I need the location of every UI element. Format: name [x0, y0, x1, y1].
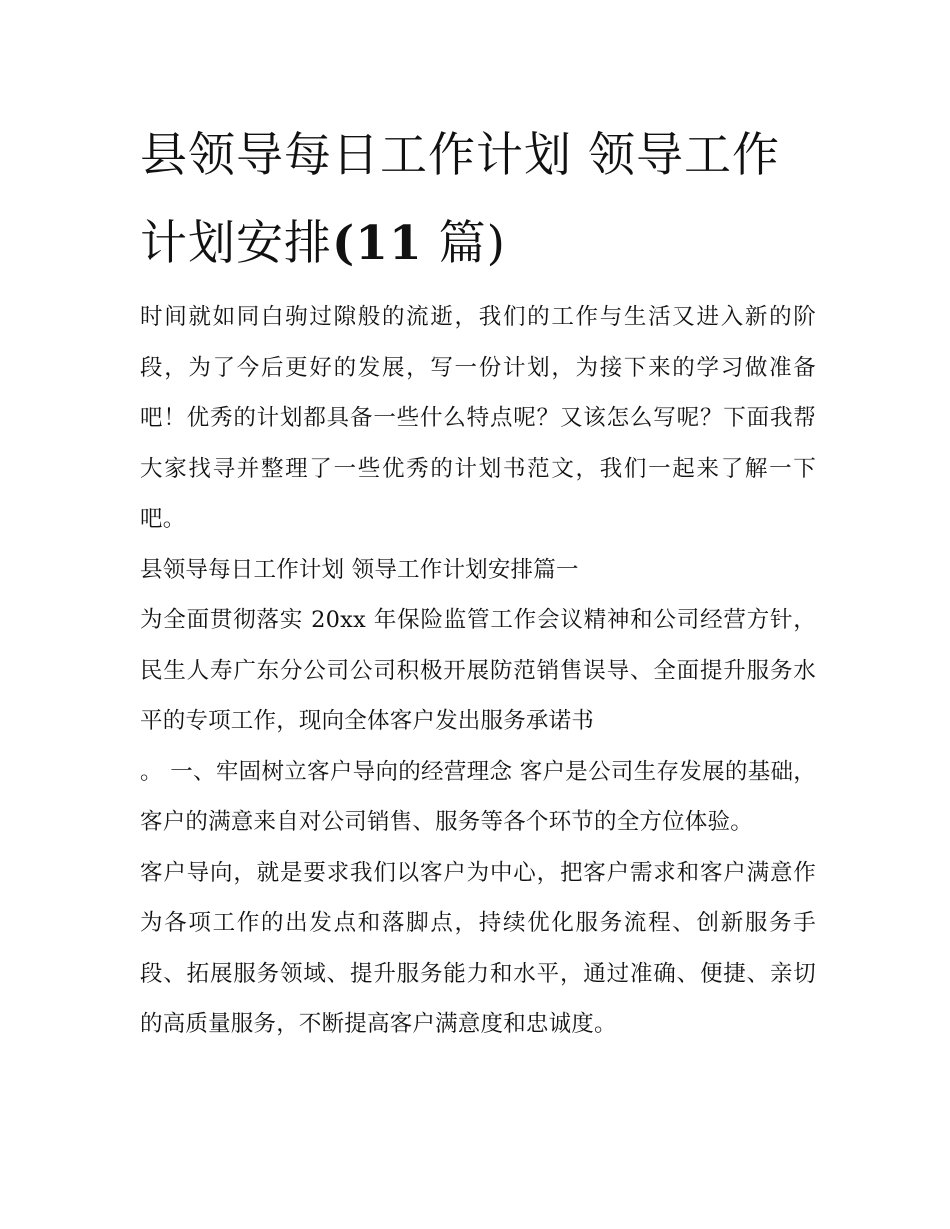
title-suffix: 篇) [422, 216, 506, 271]
body-paragraph: 为全面贯彻落实 20xx 年保险监管工作会议精神和公司经营方针，民生人寿广东分公司公司积极开展防范销售误导、全面提升服务水平的专项工作，现向全体客户发出服务承诺书 [140, 607, 816, 734]
body-paragraph: 客户导向，就是要求我们以客户为中心，把客户需求和客户满意作为各项工作的出发点和落脚点，持续优化服务流程、创新服务手段、拓展服务领域、提升服务能力和水平，通过准确、便捷、亲切的高质量服务，不断提高客户满意度和忠诚度。 [140, 859, 816, 1037]
body-paragraph: 。 一、牢固树立客户导向的经营理念 客户是公司生存发展的基础，客户的满意来自对公司销售、服务等各个环节的全方位体验。 [140, 758, 816, 835]
section-heading: 县领导每日工作计划 领导工作计划安排篇一 [140, 556, 579, 583]
title-line-2: 计划安排 [140, 216, 332, 271]
document-title [140, 112, 816, 288]
intro-paragraph: 时间就如同白驹过隙般的流逝，我们的工作与生活又进入新的阶段，为了今后更好的发展，写一份计划，为接下来的学习做准备吧！优秀的计划都具备一些什么特点呢？又该怎么写呢？下面我帮大家找寻并整理了一些优秀的计划书范文，我们一起来了解一下吧。 [140, 304, 816, 532]
title-count: (11 [332, 216, 423, 271]
title-line-1: 县领导每日工作计划 领导工作 [140, 128, 780, 183]
document-page [140, 112, 816, 1050]
